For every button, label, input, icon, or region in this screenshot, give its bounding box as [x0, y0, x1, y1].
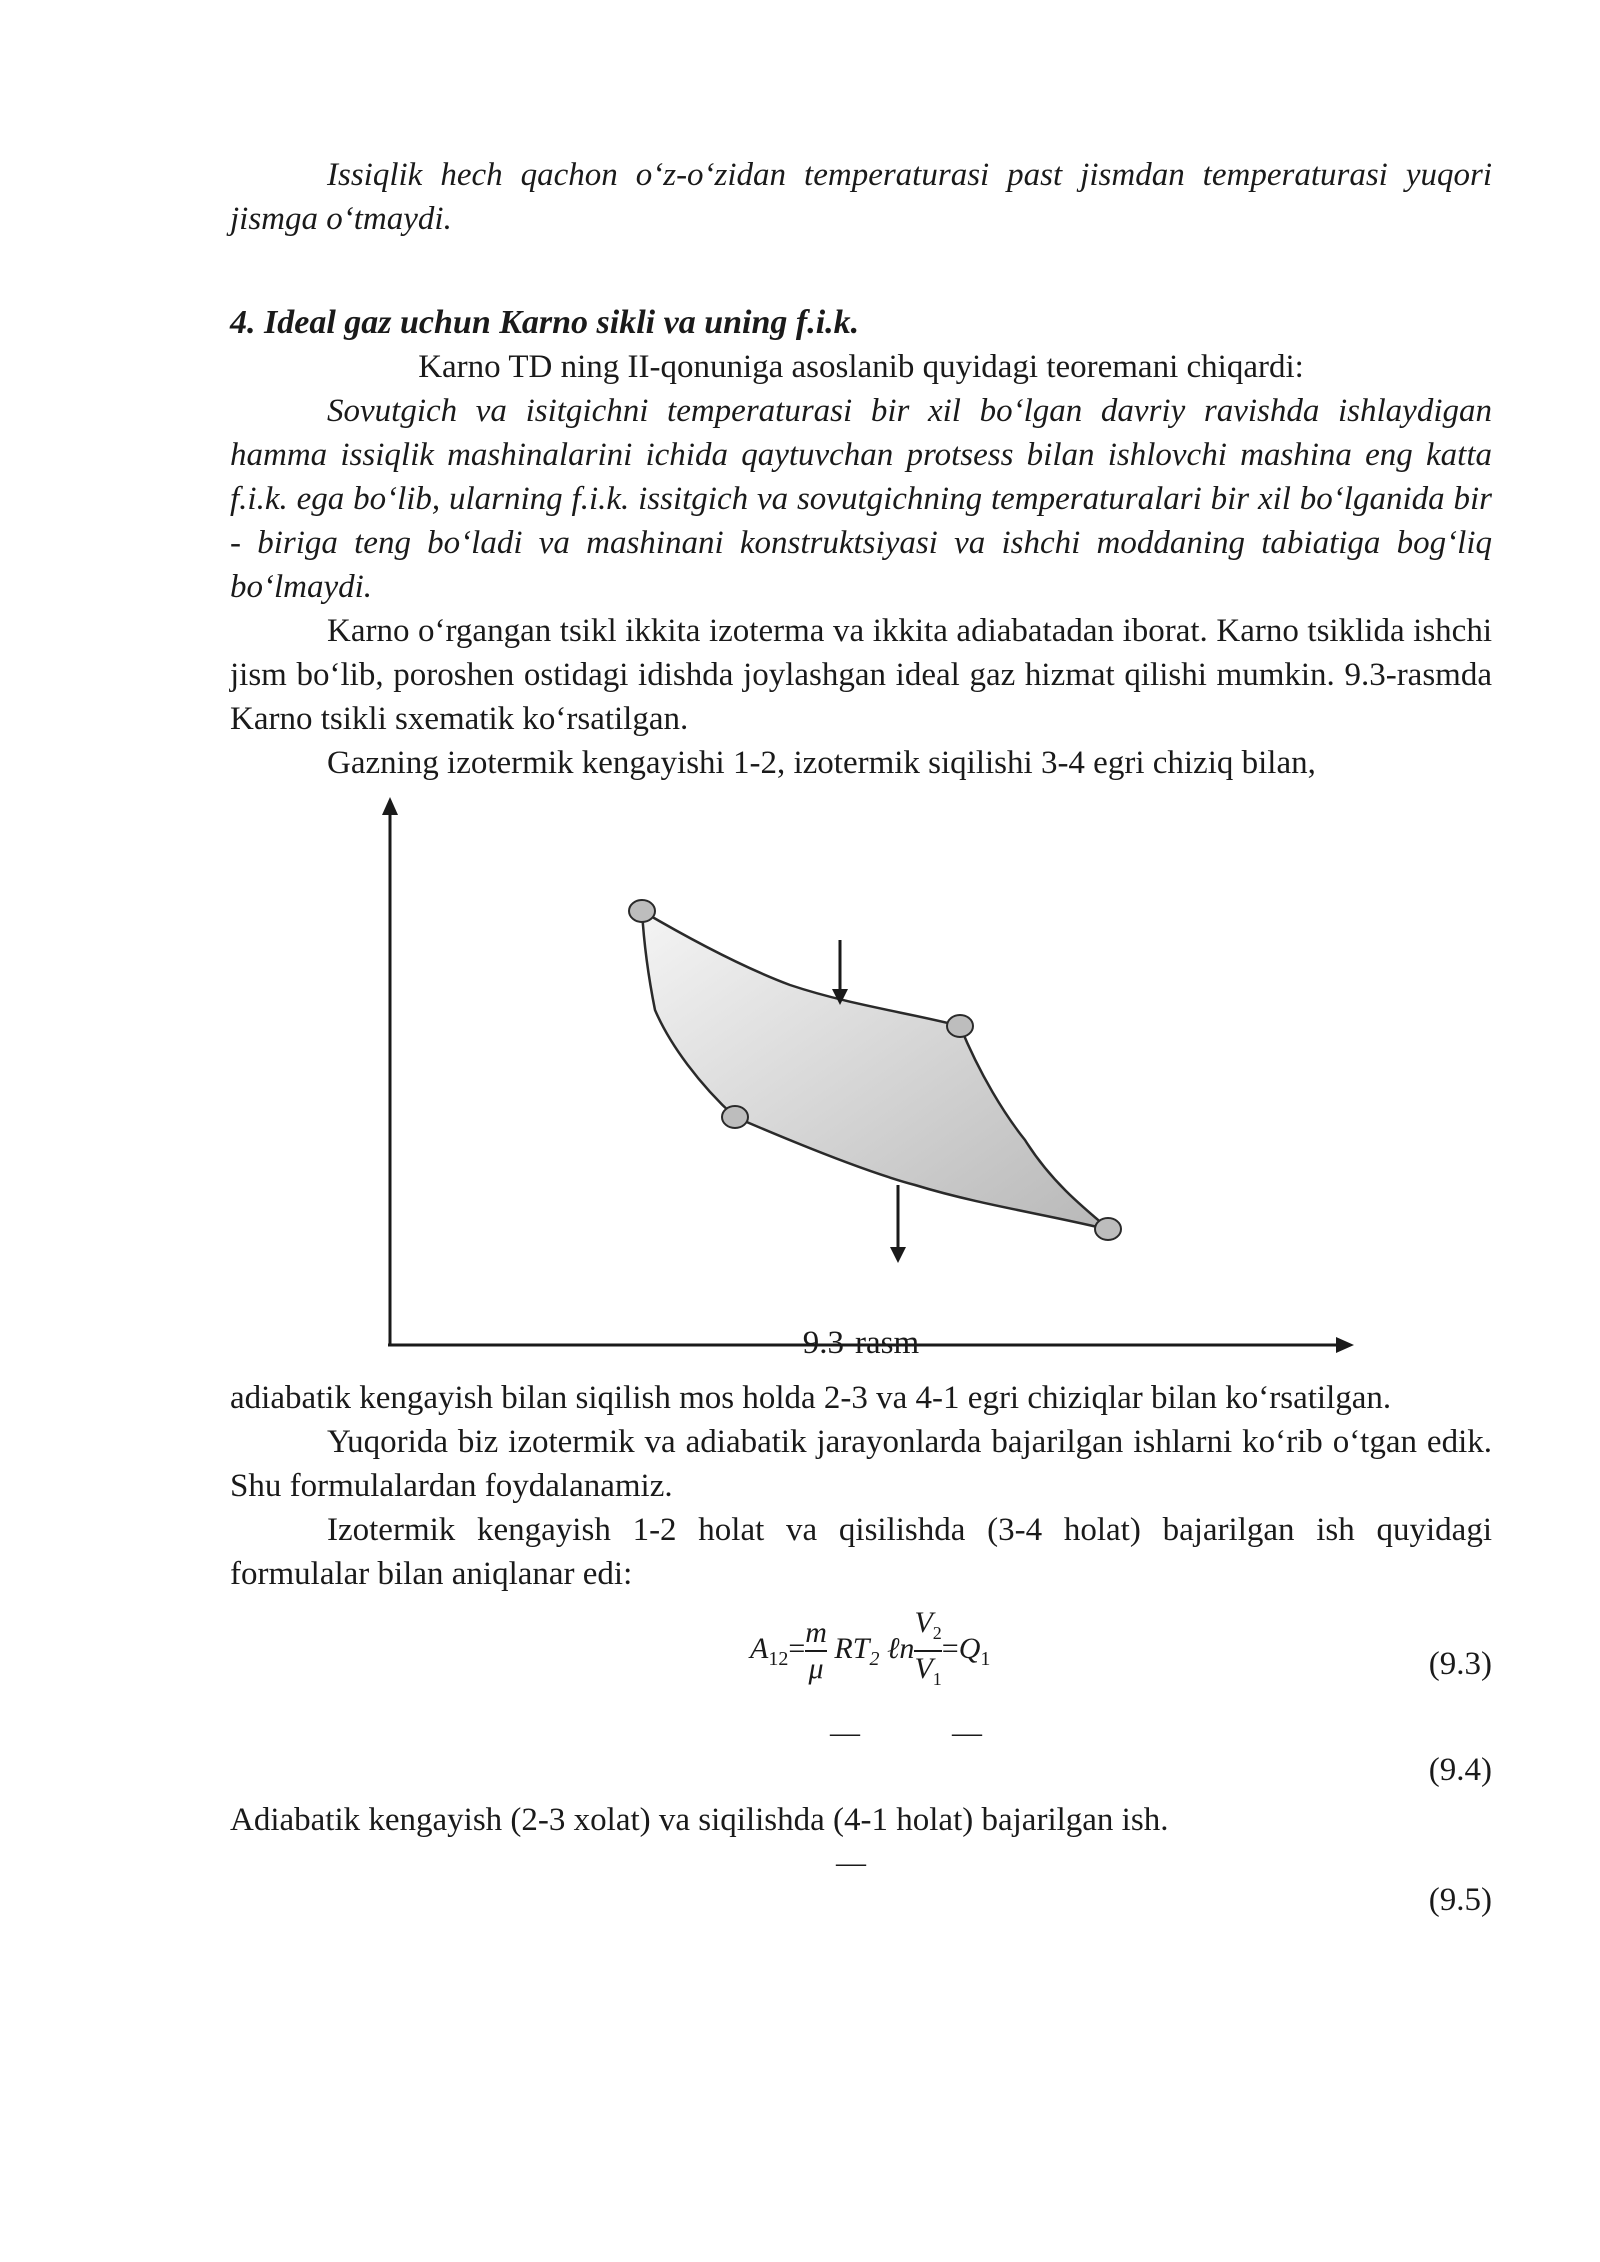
state-point-3	[1095, 1218, 1121, 1240]
formula-isothermal-work	[750, 1606, 990, 1696]
paragraph-law: Issiqlik hech qachon o‘z-o‘zidan temperaturasi past jismdan temperaturasi yuqori jismga o‘tmaydi.	[230, 157, 1492, 237]
fraction-v2	[914, 1606, 941, 1652]
state-point-4	[722, 1106, 748, 1128]
formula-placeholder-dash: —	[952, 1716, 982, 1749]
section-heading: 4. Ideal gaz uchun Karno sikli va uning f.i.k.	[230, 304, 860, 341]
document-page	[230, 150, 1492, 1952]
state-point-2	[947, 1015, 973, 1037]
figure-caption: 9.3-rasm	[802, 1325, 920, 1361]
paragraph-adiabatic-work: Adiabatik kengayish (2-3 xolat) va siqilishda (4-1 holat) bajarilgan ish.	[230, 1802, 1169, 1838]
formula-equals: =	[788, 1631, 806, 1665]
formula-rhs: Q	[958, 1631, 981, 1665]
paragraph-previous-work: Yuqorida biz izotermik va adiabatik jarayonlarda bajarilgan ishlarni ko‘rib o‘tgan edik. Shu formulalardan foydalanamiz.	[230, 1424, 1492, 1504]
equation-number-9-4: (9.4)	[1428, 1752, 1492, 1788]
formula-placeholder-dash: —	[836, 1846, 866, 1879]
fraction-numerator: m	[805, 1616, 827, 1652]
fraction-v1	[914, 1652, 941, 1696]
state-point-1	[629, 900, 655, 922]
formula-lhs-sub: 12	[768, 1647, 789, 1670]
v2-sub: 2	[932, 1623, 942, 1643]
paragraph-isotherms: Gazning izotermik kengayishi 1-2, izotermik siqilishi 3-4 egri chiziq bilan,	[327, 745, 1316, 781]
figure-carnot-cycle	[230, 785, 1492, 1385]
formula-lhs: A	[750, 1631, 769, 1665]
formula-rhs-sub: 1	[980, 1647, 991, 1670]
formula-placeholder-dash: —	[830, 1716, 860, 1749]
fraction-v2-v1	[914, 1606, 941, 1696]
paragraph-isothermal-work: Izotermik kengayish 1-2 holat va qisilishda (3-4 holat) bajarilgan ish quyidagi formulalar bilan aniqlanar edi:	[230, 1512, 1492, 1592]
equation-9-5	[230, 1842, 1492, 1952]
equation-number-9-5: (9.5)	[1428, 1882, 1492, 1918]
v1-sub: 1	[932, 1669, 942, 1689]
v2-symbol: V	[914, 1606, 933, 1639]
paragraph-cycle-description: Karno o‘rgangan tsikl ikkita izoterma va ikkita adiabatadan iborat. Karno tsiklida ishchi jism bo‘lib, poroshen ostidagi idishda joylashgan ideal gaz hizmat qilishi mumkin. 9.3-rasmda Karno tsikli sxematik ko‘rsatilgan.	[230, 613, 1492, 737]
carnot-diagram	[230, 785, 1492, 1385]
formula-ln: ℓn	[886, 1631, 915, 1665]
equation-number-9-3: (9.3)	[1428, 1646, 1492, 1682]
heat-out-arrow-head	[890, 1247, 906, 1263]
cycle-area	[642, 911, 1110, 1230]
formula-equals-2: =	[941, 1631, 959, 1665]
equation-9-4	[230, 1716, 1492, 1798]
formula-rt-sub: 2	[869, 1647, 880, 1670]
y-axis-arrow	[382, 797, 398, 815]
fraction-m-mu	[805, 1616, 827, 1686]
fraction-denominator: μ	[808, 1652, 824, 1685]
v1-symbol: V	[914, 1652, 933, 1685]
equation-9-3	[230, 1596, 1492, 1716]
formula-rt: RT	[834, 1631, 870, 1665]
paragraph-theorem-intro: Karno TD ning II-qonuniga asoslanib quyidagi teoremani chiqardi:	[418, 349, 1304, 385]
paragraph-adiabats: adiabatik kengayish bilan siqilish mos holda 2-3 va 4-1 egri chiziqlar bilan ko‘rsatilgan.	[230, 1380, 1392, 1416]
paragraph-theorem: Sovutgich va isitgichni temperaturasi bir xil bo‘lgan davriy ravishda ishlaydigan hamma issiqlik mashinalarini ichida qaytuvchan protsess bilan ishlovchi mashina eng katta f.i.k. ega bo‘lib, ularning f.i.k. issitgich va sovutgichning temperaturalari bir xil bo‘lganida bir - biriga teng bo‘ladi va mashinani konstruktsiyasi va ishchi moddaning tabiatiga bog‘liq bo‘lmaydi.	[230, 393, 1492, 605]
